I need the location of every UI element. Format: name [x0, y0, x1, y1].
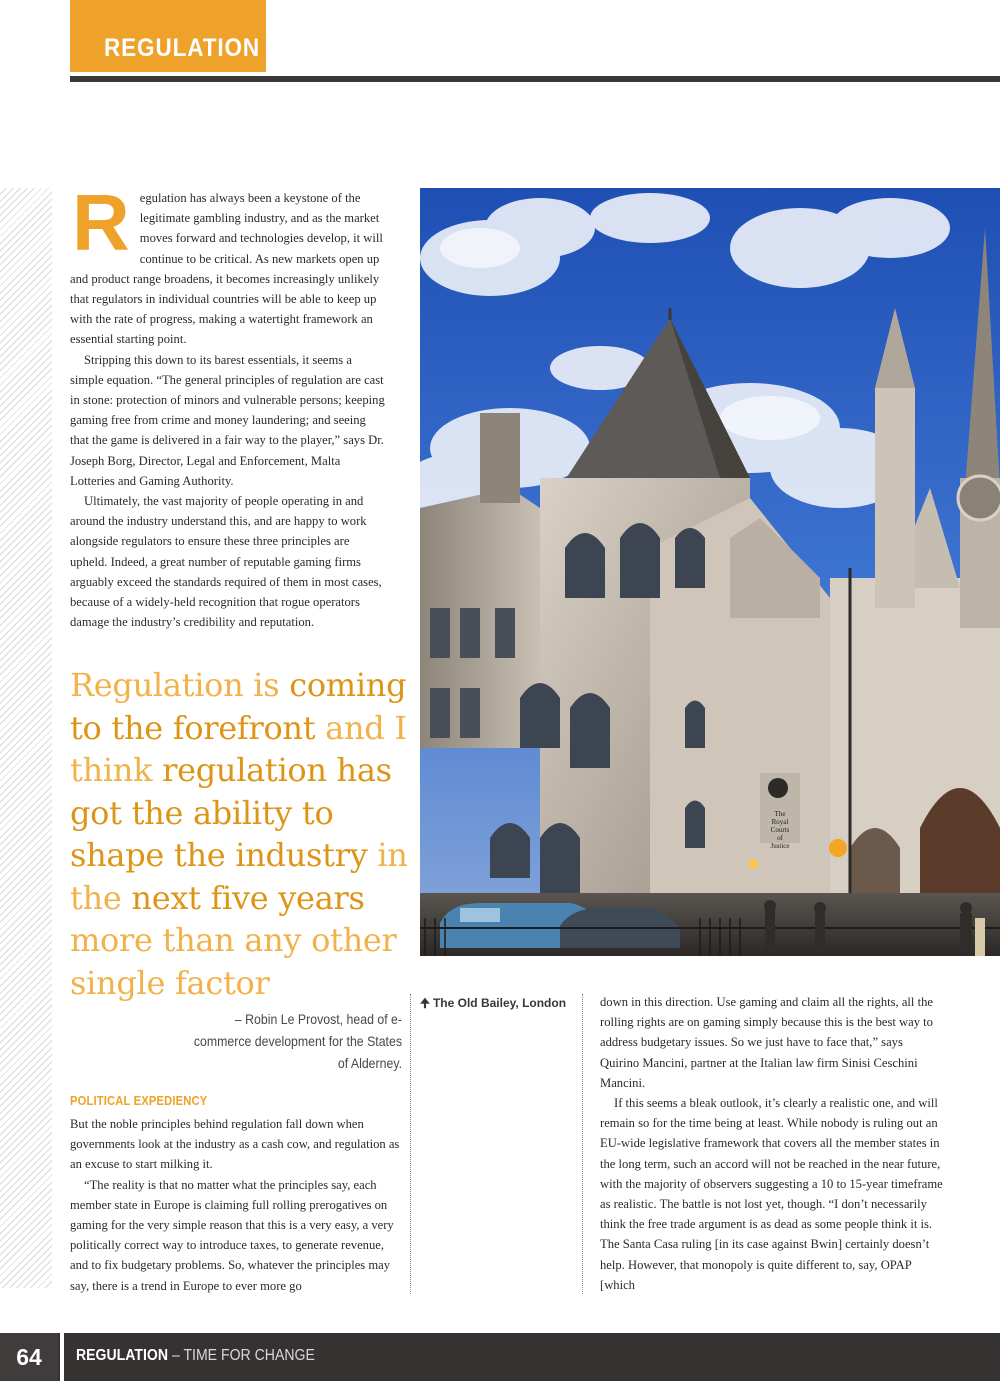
sign-text-line: Royal — [771, 818, 789, 826]
page-number: 64 — [0, 1333, 58, 1381]
footer-title-rest: – TIME FOR CHANGE — [168, 1347, 315, 1364]
header-rule — [70, 76, 1000, 82]
intro-paragraph-2: Stripping this down to its barest essentials, it seems a simple equation. “The general principles of regulation are cast in stone: protection of minors and vulnerable persons; keeping gaming free from crime and money laundering; and seeing that the game is delivered in a fair way to the player,” says Dr. Joseph Borg, Director, Legal and Enforcement, Malta Lotteries and Gaming Authority. — [70, 352, 385, 488]
section2-paragraph-2: “The reality is that no matter what the principles say, each member state in Europe is claiming full rolling prerogatives on gaming for the very simple reason that this is a very easy, a very politically correct way to introduce taxes, to generate revenue, and to fix budgetary problems. So, whatever the principles may say, there is a trend in Europe to ever more go — [70, 1177, 394, 1293]
intro-paragraph-3: Ultimately, the vast majority of people operating in and around the industry understand this, and are happy to work alongside regulators to ensure these three principles are upheld. Indeed, a great number of reputable gaming firms arguably exceed the standards required of them in most cases, because of a widely-held recognition that rogue operators damage the industry’s credibility and reputation. — [70, 494, 382, 630]
column-divider — [582, 994, 583, 1294]
sign-text-line: Justice — [770, 842, 790, 850]
pull-quote-emphasis: coming to the forefront — [70, 666, 407, 747]
pull-quote-emphasis: regulation has got the ability to shape the industry — [70, 751, 392, 874]
pull-quote-part: more than any other single factor — [70, 921, 397, 1002]
sign-text-line: Courts — [770, 826, 790, 834]
sign-text-line: of — [777, 834, 783, 842]
sign-text-line: The — [774, 810, 786, 818]
footer-title-bold: REGULATION — [76, 1347, 169, 1364]
column-divider — [410, 994, 411, 1294]
section-label: REGULATION — [104, 34, 261, 62]
section2-paragraph-1: But the noble principles behind regulation fall down when governments look at the industry as a cash cow, and regulation as an excuse to start milking it. — [70, 1117, 400, 1172]
page-footer — [0, 1333, 1000, 1381]
section-tab — [70, 0, 266, 72]
pull-quote-part: in the — [70, 836, 408, 917]
pull-quote-part: and I think — [70, 708, 407, 789]
hatched-margin-strip — [0, 188, 52, 1288]
column-3 — [600, 992, 945, 1295]
photo-caption — [420, 994, 566, 1015]
footer-separator — [60, 1333, 64, 1381]
pull-quote-attribution: – Robin Le Provost, head of e-commerce development for the States of Alderney. — [193, 1011, 402, 1071]
col3-paragraph-1: down in this direction. Use gaming and claim all the rights, all the rolling rights are on gaming simply because this is the best way to address budgetary issues. So we just have to face that,” says Quirino Mancini, partner at the Italian law firm Sinisi Ceschini Mancini. — [600, 995, 933, 1090]
photo-caption-text: The Old Bailey, London — [432, 996, 567, 1010]
intro-paragraph-1-text: egulation has always been a keystone of the legitimate gambling industry, and as the market moves forward and technologies develop, it will continue to be critical. As new markets open up and product range broadens, it becomes increasingly unlikely that regulators in individual countries will be able to keep up with the rate of progress, making a watertight framework an essential starting point. — [70, 191, 383, 347]
footer-running-title — [76, 1347, 315, 1365]
intro-paragraph-1 — [70, 178, 386, 350]
subheading: POLITICAL EXPEDIENCY — [70, 1093, 208, 1108]
drop-cap: R — [72, 178, 130, 267]
royal-courts-of-justice-image — [420, 188, 1000, 956]
col3-paragraph-2: If this seems a bleak outlook, it’s clearly a realistic one, and will remain so for the time being at least. While nobody is ruling out an EU-wide legislative framework that covers all the member states in the long term, such an accord will not be reached in the near future, with the majority of observers suggesting a 10 to 15-year timeframe as realistic. The battle is not lost yet, though. “I don’t necessarily think the free trade argument is as dead as some people think it is. The Santa Casa ruling [in its case against Bwin] certainly doesn’t help. However, that monopoly is quite different to, say, OPAP [which — [600, 1096, 943, 1292]
pull-quote — [70, 664, 410, 1004]
intro-column — [70, 178, 386, 632]
arrow-up-icon: 🠉 — [420, 996, 430, 1010]
pull-quote-part: Regulation is — [70, 666, 290, 704]
building-photo — [420, 188, 1000, 956]
column-1-continued — [70, 1114, 400, 1296]
pull-quote-emphasis: next five years — [131, 878, 365, 917]
